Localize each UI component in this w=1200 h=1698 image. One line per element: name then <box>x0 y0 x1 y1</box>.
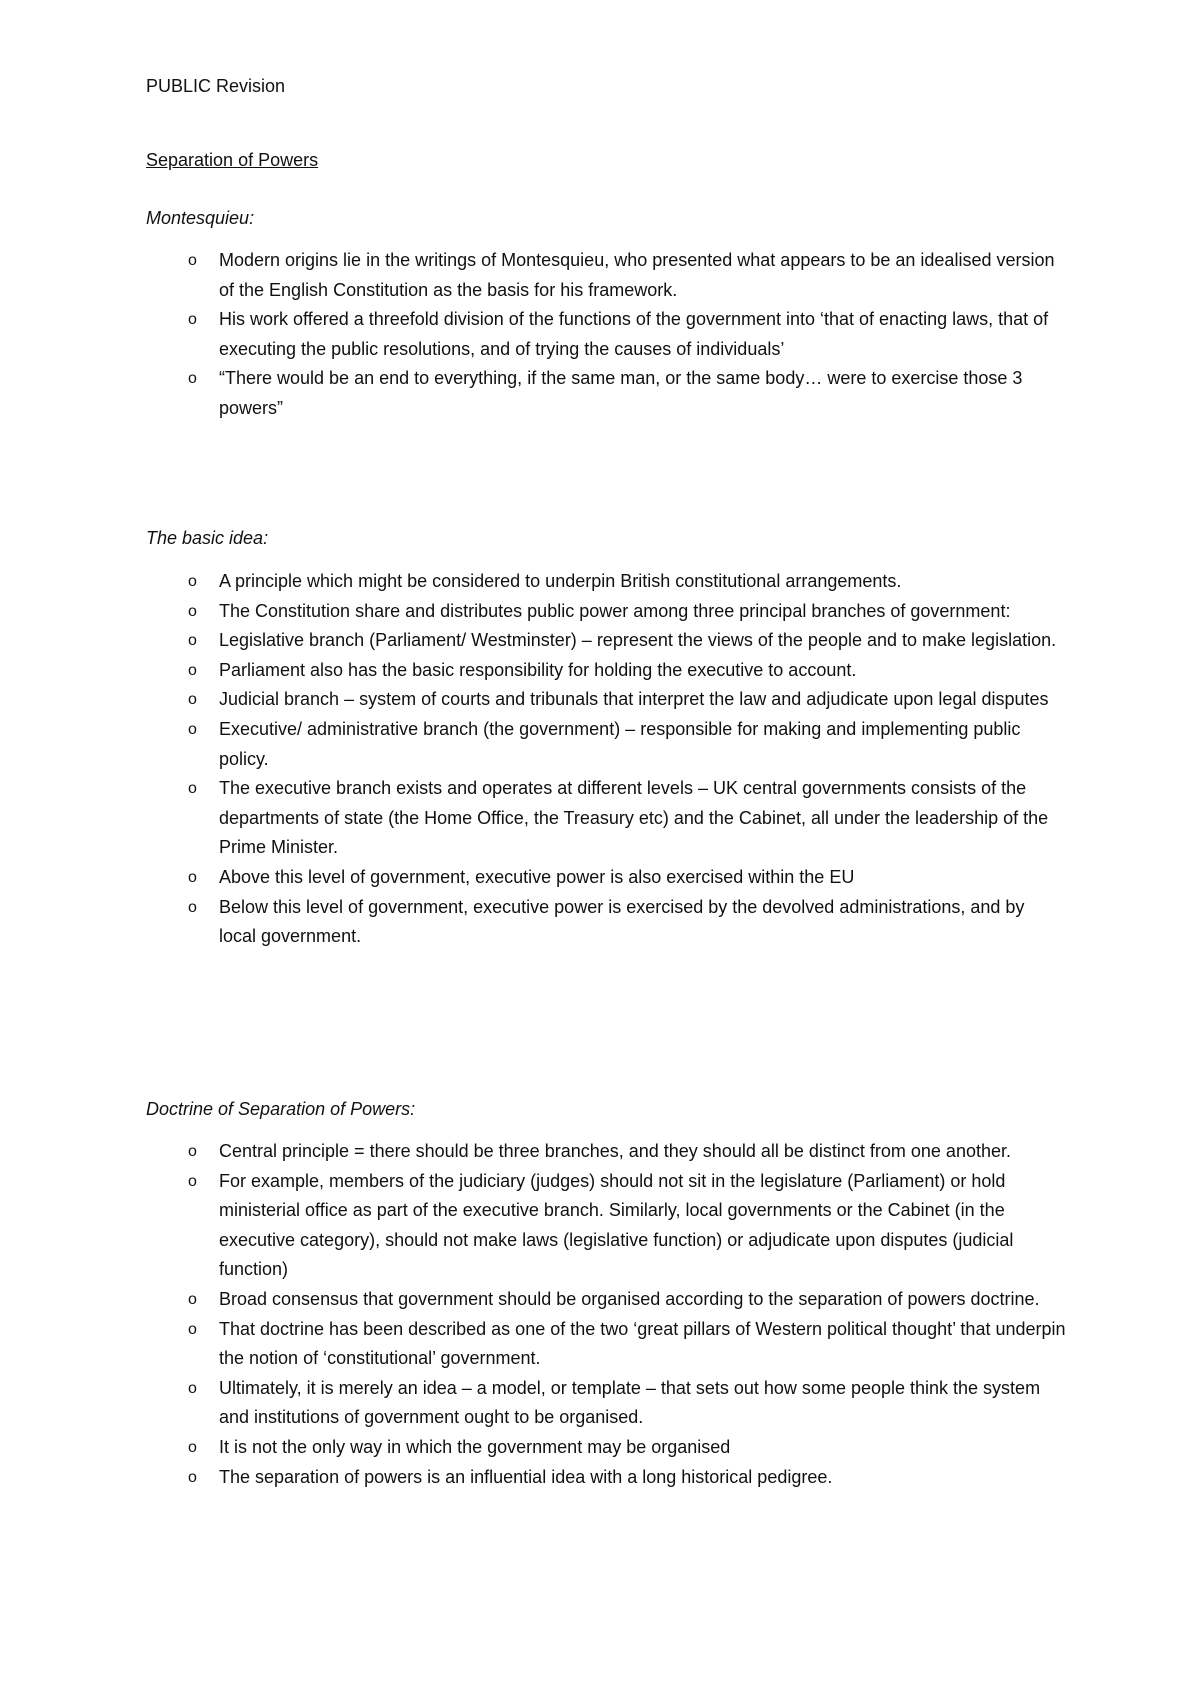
list-item: o A principle which might be considered to underpin British constitutional arrangements. <box>146 567 1066 597</box>
bullet-marker: o <box>188 1290 197 1308</box>
list-item: o That doctrine has been described as one of the two ‘great pillars of Western political thought’ that underpin the notion of ‘constitutional’ government. <box>146 1315 1066 1374</box>
list-item: o The executive branch exists and operates at different levels – UK central governments consists of the departments of state (the Home Office, the Treasury etc) and the Cabinet, all under the leadership of the Prime Minister. <box>146 774 1066 863</box>
bullet-marker: o <box>188 1379 197 1397</box>
bullet-marker: o <box>188 780 197 798</box>
list-item: o His work offered a threefold division of the functions of the government into ‘that of enacting laws, that of executing the public resolutions, and of trying the causes of individuals’ <box>146 305 1066 364</box>
list-item: o Modern origins lie in the writings of Montesquieu, who presented what appears to be an idealised version of the English Constitution as the basis for his framework. <box>146 246 1066 305</box>
bullet-marker: o <box>188 1320 197 1338</box>
list-item: o Judicial branch – system of courts and tribunals that interpret the law and adjudicate upon legal disputes <box>146 685 1066 715</box>
subheading-montesquieu: Montesquieu: <box>146 208 255 228</box>
bullet-marker: o <box>188 720 197 738</box>
bullet-marker: o <box>188 868 197 886</box>
list-item: o “There would be an end to everything, if the same man, or the same body… were to exercise those 3 powers” <box>146 364 1066 423</box>
basic-idea-list <box>146 567 1066 952</box>
document-title: PUBLIC Revision <box>146 76 286 96</box>
bullet-marker: o <box>188 370 197 388</box>
list-item: o For example, members of the judiciary (judges) should not sit in the legislature (Parliament) or hold ministerial office as part of the executive branch. Similarly, local governments or the Cabinet (in the executive category), should not make laws (legislative function) or adjudicate upon disputes (judicial function) <box>146 1167 1066 1285</box>
list-item: o Ultimately, it is merely an idea – a model, or template – that sets out how some people think the system and institutions of government ought to be organised. <box>146 1374 1066 1433</box>
bullet-marker: o <box>188 691 197 709</box>
bullet-marker: o <box>188 602 197 620</box>
bullet-marker: o <box>188 311 197 329</box>
list-item: o Broad consensus that government should be organised according to the separation of powers doctrine. <box>146 1285 1066 1315</box>
list-item: o The separation of powers is an influential idea with a long historical pedigree. <box>146 1463 1066 1493</box>
bullet-marker: o <box>188 1438 197 1456</box>
bullet-marker: o <box>188 1468 197 1486</box>
bullet-marker: o <box>188 573 197 590</box>
list-item: o Below this level of government, executive power is exercised by the devolved administrations, and by local government. <box>146 893 1066 952</box>
bullet-marker: o <box>188 1172 197 1190</box>
list-item: o Executive/ administrative branch (the government) – responsible for making and implementing public policy. <box>146 715 1066 774</box>
list-item: o The Constitution share and distributes public power among three principal branches of government: <box>146 597 1066 627</box>
list-item: o Above this level of government, executive power is also exercised within the EU <box>146 863 1066 893</box>
bullet-marker: o <box>188 632 197 650</box>
section-heading: Separation of Powers <box>146 150 319 170</box>
list-item: o Central principle = there should be three branches, and they should all be distinct from one another. <box>146 1137 1066 1167</box>
list-item: o Legislative branch (Parliament/ Westminster) – represent the views of the people and to make legislation. <box>146 626 1066 656</box>
subheading-basic-idea: The basic idea: <box>146 528 269 548</box>
list-item: o It is not the only way in which the government may be organised <box>146 1433 1066 1463</box>
doctrine-list <box>146 1137 1066 1492</box>
bullet-marker: o <box>188 1143 197 1160</box>
subheading-doctrine: Doctrine of Separation of Powers: <box>146 1099 416 1119</box>
montesquieu-list <box>146 246 1066 424</box>
bullet-marker: o <box>188 661 197 679</box>
bullet-marker: o <box>188 898 197 916</box>
bullet-marker: o <box>188 252 197 269</box>
list-item: o Parliament also has the basic responsibility for holding the executive to account. <box>146 656 1066 686</box>
